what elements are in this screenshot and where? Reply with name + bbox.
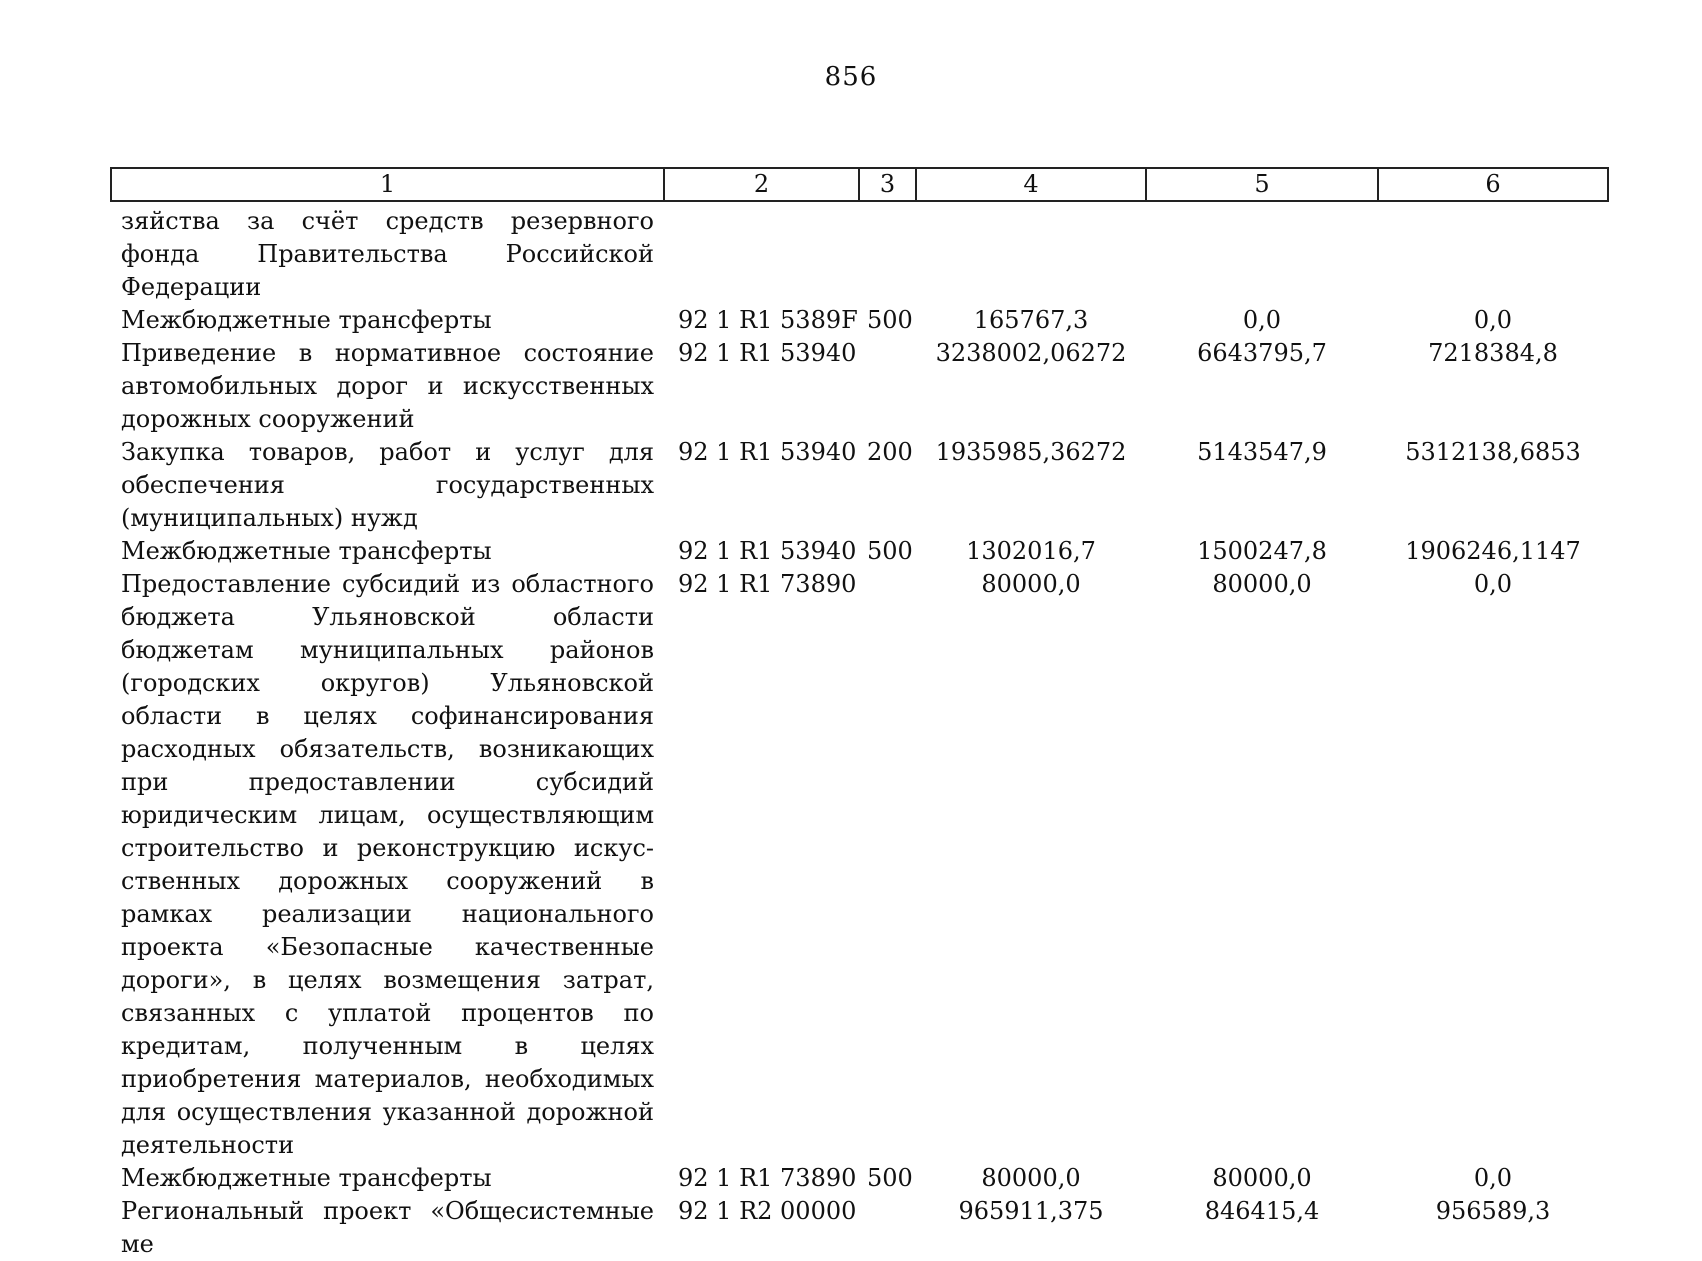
row-expense-type [859,205,916,304]
row-value-2: 6643795,7 [1197,339,1327,367]
row-expense-type: 500 [867,1164,913,1192]
row-code: 92 1 R1 73890 [678,1164,857,1192]
row-name: Закупка товаров, работ и услуг для обеспечения государственных (муниципальных) нужд [121,438,654,532]
row-expense-type [859,568,916,1162]
row-value-2: 80000,0 [1212,570,1312,598]
table-row [111,568,1608,1162]
table-row [111,205,1608,304]
row-name: Межбюджетные трансферты [121,537,492,565]
budget-table [110,167,1609,1261]
column-header-3: 3 [859,168,916,201]
row-value-3 [1378,205,1608,304]
page-number: 856 [824,62,878,92]
row-expense-type: 500 [867,306,913,334]
table-row [111,1162,1608,1195]
row-value-3: 1906246,1147 [1405,537,1581,565]
row-code [664,205,859,304]
row-code: 92 1 R1 73890 [678,570,857,598]
row-expense-type [859,337,916,436]
row-value-3: 0,0 [1473,306,1513,334]
row-code: 92 1 R1 53940 [678,537,857,565]
row-value-2: 1500247,8 [1197,537,1327,565]
row-value-1: 965911,375 [958,1197,1104,1225]
row-value-3: 7218384,8 [1428,339,1558,367]
row-value-2: 5143547,9 [1197,438,1327,466]
table-row [111,337,1608,436]
table-row [111,535,1608,568]
table-header-row [111,168,1608,201]
row-name: Приведение в нормативное состояние автомобильных дорог и искусственных дорожных сооружений [121,339,654,433]
row-value-1: 80000,0 [981,1164,1081,1192]
column-header-1: 1 [111,168,664,201]
row-name: Региональный проект «Общесистемные ме [121,1197,654,1258]
row-value-2 [1146,205,1378,304]
row-code: 92 1 R2 00000 [678,1197,857,1225]
row-code: 92 1 R1 5389F [678,306,858,334]
row-code: 92 1 R1 53940 [678,339,857,367]
row-value-3: 0,0 [1473,1164,1513,1192]
row-name: зяйства за счёт средств резервного фонда Правительства Российской Федерации [121,207,654,301]
row-value-2: 80000,0 [1212,1164,1312,1192]
row-code: 92 1 R1 53940 [678,438,857,466]
row-value-1: 80000,0 [981,570,1081,598]
table-row [111,1195,1608,1261]
row-expense-type: 500 [867,537,913,565]
row-name: Предоставление субсидий из областного бюджета Ульяновской области бюджетам муниципальных районов (городских округов) Ульяновской области в целях софинансирования расходных обязательств, возникающих при предоставлении субсидий юридическим лицам, осуществляющим строительство и реконструкцию искусственных дорожных сооружений в рамках реализации национального проекта «Безопасные качественные дороги», в целях возмещения затрат, связанных с уплатой процентов по кредитам, полученным в целях приобретения материалов, необходимых для осуществления указанной дорожной деятельности [121,570,654,1159]
column-header-2: 2 [664,168,859,201]
column-header-5: 5 [1146,168,1378,201]
row-value-3: 956589,3 [1435,1197,1551,1225]
column-header-4: 4 [916,168,1146,201]
table-row [111,304,1608,337]
row-value-3: 0,0 [1473,570,1513,598]
column-header-6: 6 [1378,168,1608,201]
table-row [111,436,1608,535]
row-value-1: 1302016,7 [966,537,1096,565]
row-value-2: 846415,4 [1204,1197,1320,1225]
row-value-1 [916,205,1146,304]
row-name: Межбюджетные трансферты [121,306,492,334]
row-value-1: 165767,3 [973,306,1089,334]
row-value-2: 0,0 [1242,306,1282,334]
row-expense-type: 200 [867,438,913,466]
row-expense-type [859,1195,916,1261]
row-name: Межбюджетные трансферты [121,1164,492,1192]
row-value-3: 5312138,6853 [1405,438,1581,466]
row-value-1: 3238002,06272 [935,339,1127,367]
row-value-1: 1935985,36272 [935,438,1127,466]
